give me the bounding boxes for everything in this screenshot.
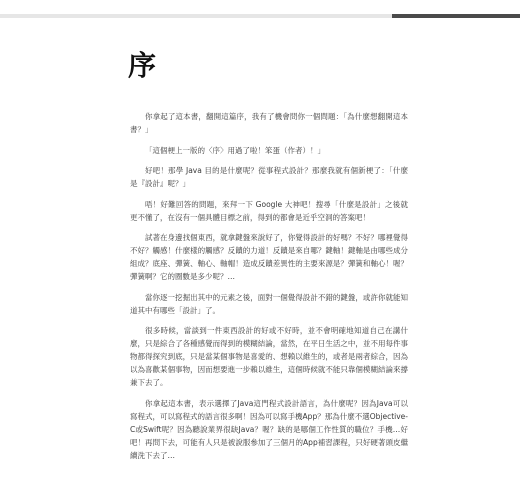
paragraph: 好吧！那學 Java 目的是什麼呢？從事程式設計？那麼我就有個新梗了：「什麼是『設計』呢？」 bbox=[130, 166, 408, 188]
page-title: 序 bbox=[128, 49, 157, 82]
paragraph: 唔！好難回答的問題，來拜一下 Google 大神吧！搜尋「什麼是設計」之後就更不懂了，在沒有一個具體目標之前，得到的都會是近乎空洞的答案吧！ bbox=[130, 199, 408, 222]
title-rule-accent bbox=[392, 14, 520, 18]
paragraph: 當你逐一挖掘出其中的元素之後，面對一個覺得設計不錯的鍵盤，或許你就能知道其中有哪些「設計」了。 bbox=[130, 292, 408, 315]
paragraph: 你拿起了這本書，翻開這篇序，我有了機會問你一個問題：「為什麼想翻開這本書？」 bbox=[130, 112, 408, 134]
paragraph: 很多時候，當談到一件東西設計的好或不好時，並不會明確地知道自己在講什麼，只是綜合了各種感覺而得到的模糊結論，當然，在平日生活之中，並不用每件事物都得探究到底，只是當某個事物是喜愛的、想賴以維生的，或者是兩者綜合，因為以為喜歡某個事物，因而想要進一步賴以維生，這個時候就不能只靠個模糊結論來撐兼下去了。 bbox=[130, 326, 408, 387]
paragraph: 你拿起這本書，表示選擇了Java這門程式設計語言，為什麼呢？因為Java可以寫程式，可以寫程式的語言很多啊！因為可以寫手機App？那為什麼不選Objective-C或Swift呢？因為聽說業界很缺Java？喔？缺的是哪個工作性質的職位？手機…好吧！再問下去，可能有人只是被說服參加了三個月的App補習課程，只好硬著頭皮繼續洗下去了… bbox=[130, 398, 408, 460]
preface-body bbox=[130, 110, 408, 469]
paragraph: 試著在身邊找個東西，就拿鍵盤來說好了，你覺得設計的好嗎？不好？哪裡覺得不好？觸感！什麼樣的觸感？反饋的力道！反饋是來自哪？鍵軸！鍵軸是由哪些成分組成？底座、彈簧、軸心、軸帽！造成反饋差異性的主要來源是？彈簧和軸心！喔？彈簧啊？它的圈數是多少呢？… bbox=[130, 233, 408, 281]
title-rule bbox=[0, 14, 520, 18]
paragraph: 「這個梗上一版的〈序〉用過了啦！笨蛋（作者）！」 bbox=[145, 145, 325, 155]
